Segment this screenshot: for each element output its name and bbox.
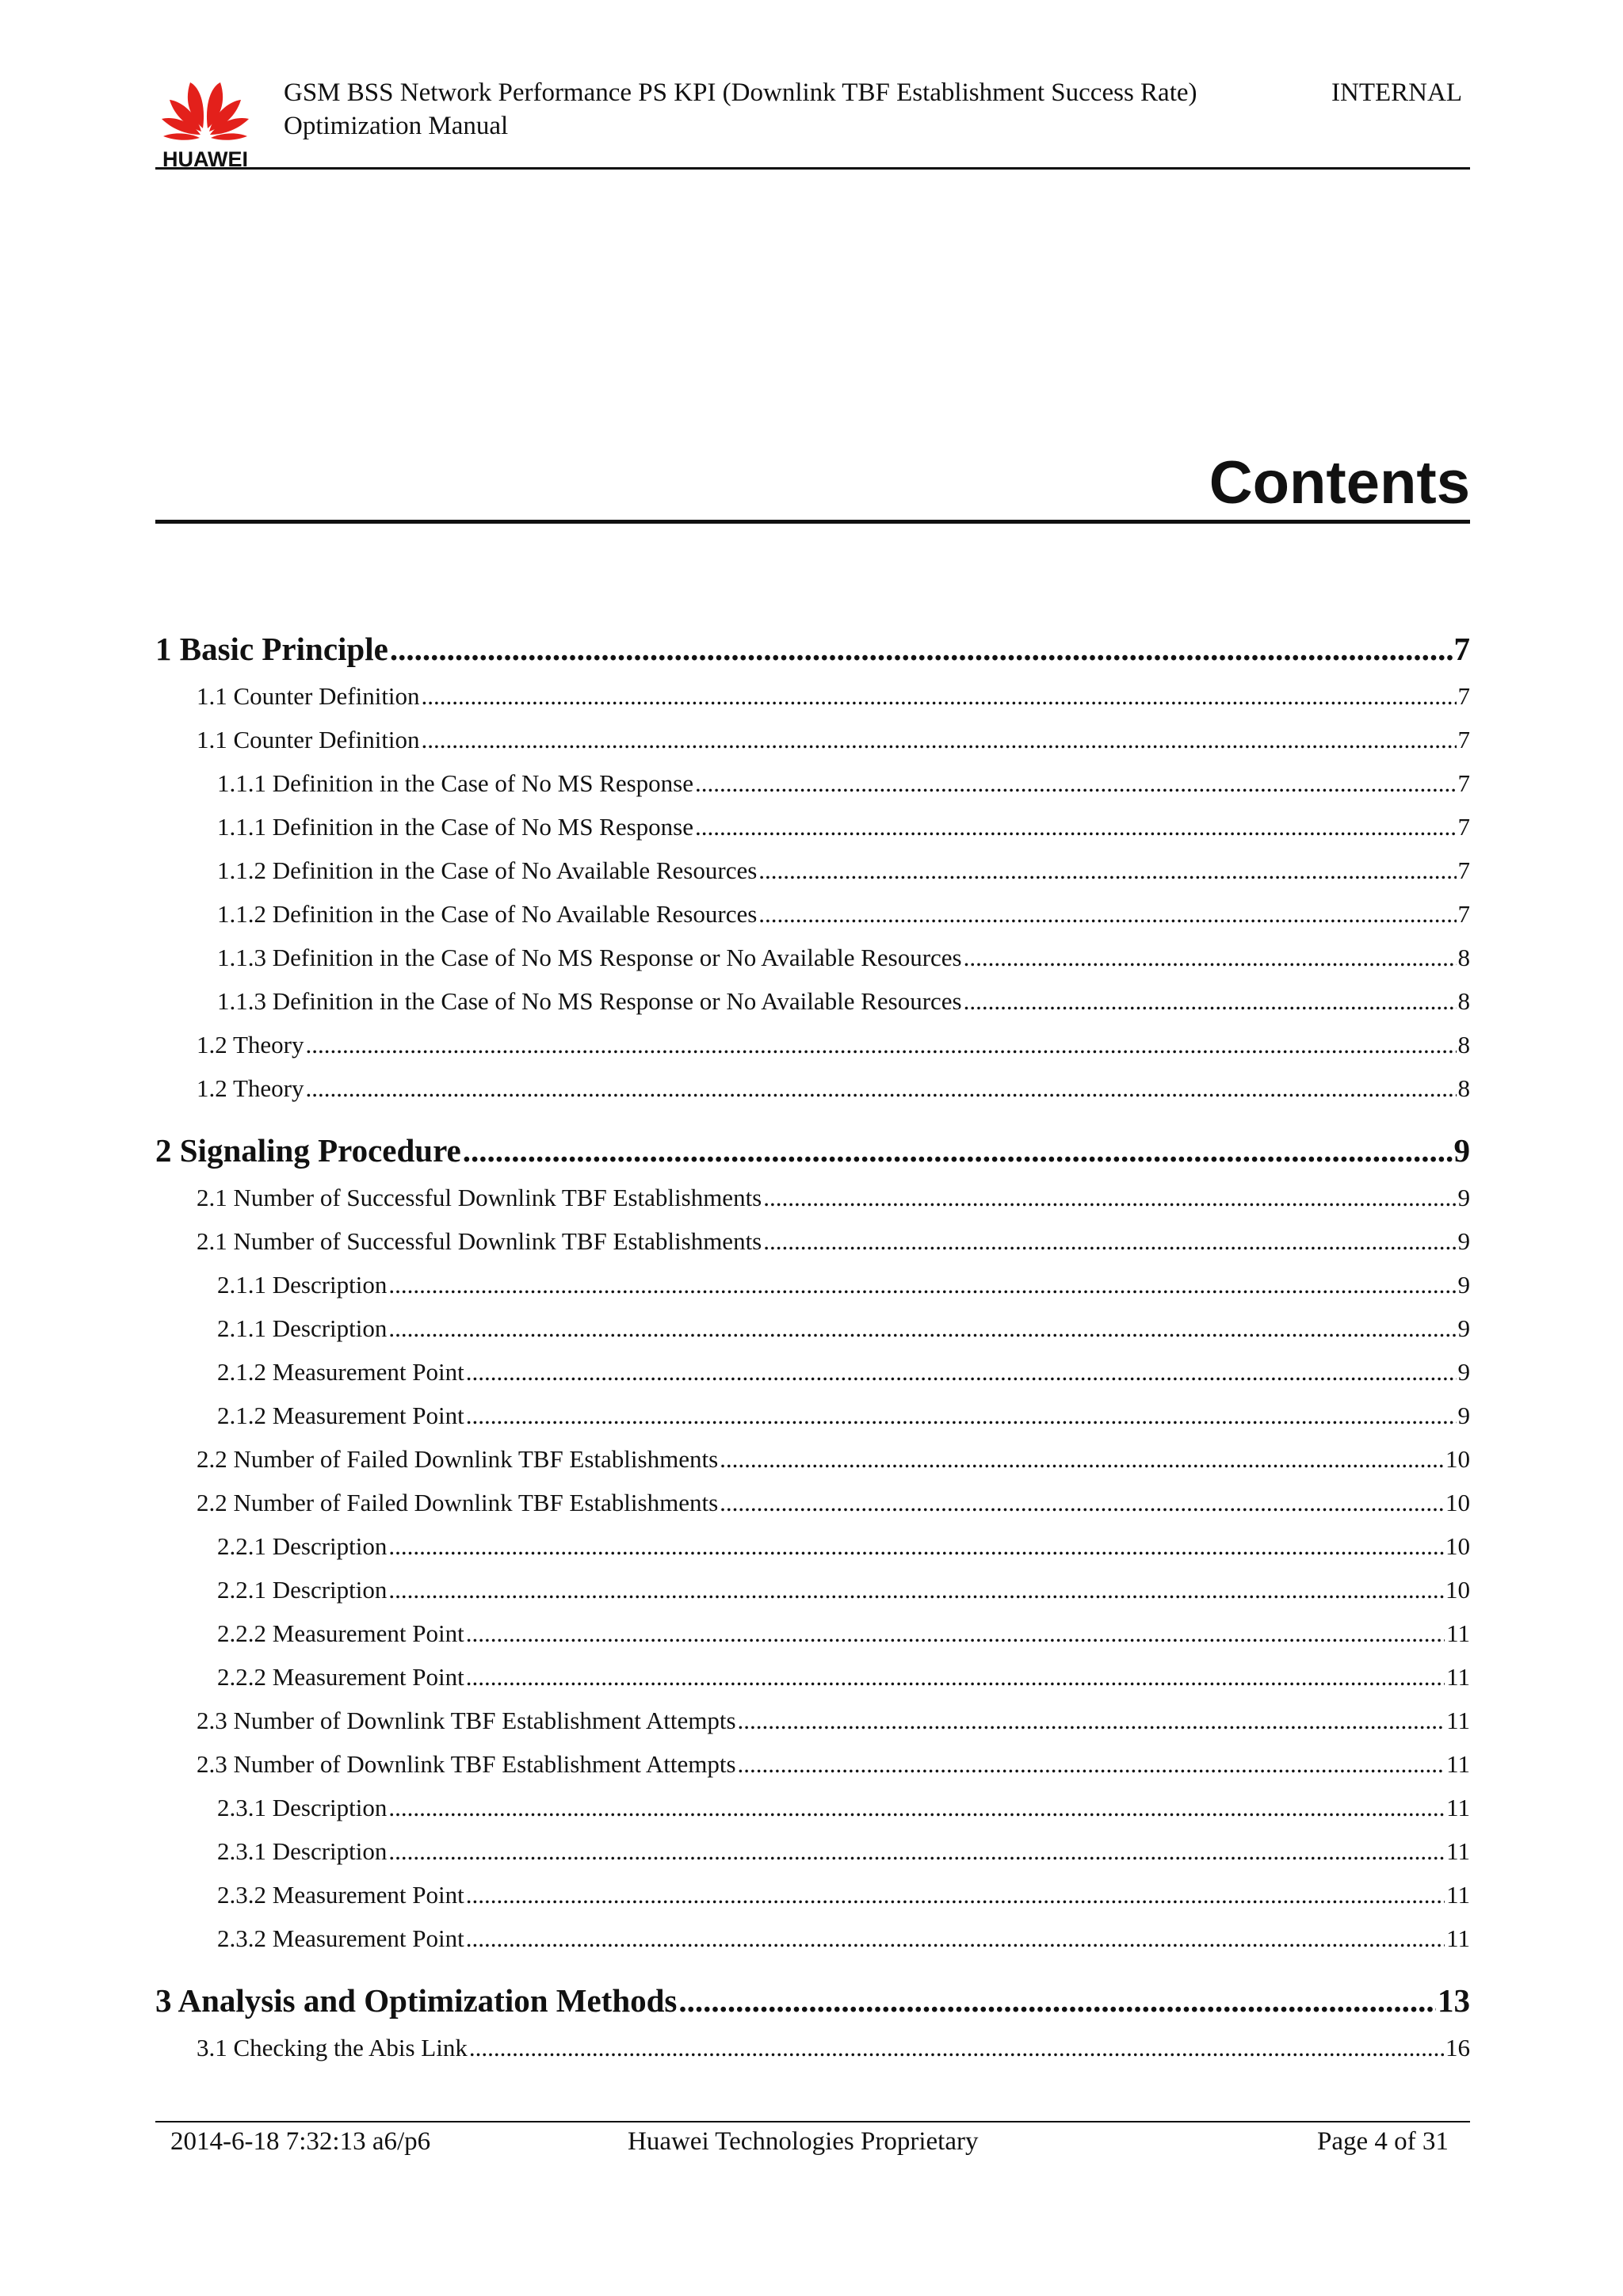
toc-leader-dots — [388, 1524, 1444, 1568]
toc-leader-dots — [466, 1655, 1445, 1699]
toc-entry-title: 2.2.2 Measurement Point — [217, 1619, 464, 1647]
toc-leader-dots — [466, 1917, 1445, 1960]
toc-leader-dots — [388, 1568, 1444, 1611]
toc-entry-page: 10 — [1445, 1532, 1470, 1560]
toc-entry[interactable] — [155, 979, 1470, 1023]
toc-entry[interactable] — [155, 1655, 1470, 1699]
toc-leader-dots — [390, 624, 1453, 674]
toc-entry[interactable] — [155, 1023, 1470, 1066]
toc-entry-title: 1.2 Theory — [197, 1074, 304, 1102]
toc-entry-page: 7 — [1457, 682, 1470, 710]
toc-entry[interactable] — [155, 1524, 1470, 1568]
toc-leader-dots — [466, 1350, 1457, 1394]
toc-entry-page: 7 — [1457, 813, 1470, 841]
document-title-line-2: Optimization Manual — [284, 112, 509, 140]
toc-entry[interactable] — [155, 718, 1470, 761]
footer-proprietary-notice: Huawei Technologies Proprietary — [628, 2127, 979, 2156]
footer-page-number: Page 4 of 31 — [1317, 2127, 1449, 2156]
toc-entry[interactable] — [155, 1066, 1470, 1110]
toc-leader-dots — [466, 1394, 1457, 1437]
toc-entry-page: 11 — [1446, 1750, 1470, 1778]
toc-leader-dots — [305, 1066, 1456, 1110]
toc-entry-page: 8 — [1457, 1074, 1470, 1102]
toc-entry[interactable] — [155, 1829, 1470, 1873]
toc-entry[interactable] — [155, 1611, 1470, 1655]
toc-entry-page: 11 — [1446, 1881, 1470, 1909]
toc-leader-dots — [422, 718, 1457, 761]
toc-entry[interactable] — [155, 1306, 1470, 1350]
toc-entry-title: 2.2 Number of Failed Downlink TBF Establishments — [197, 1489, 719, 1516]
toc-entry-title: 3.1 Checking the Abis Link — [197, 2034, 468, 2061]
toc-entry-page: 9 — [1457, 1358, 1470, 1386]
toc-entry[interactable] — [155, 1742, 1470, 1786]
toc-entry[interactable] — [155, 1126, 1470, 1176]
toc-entry-title: 2.1.2 Measurement Point — [217, 1402, 464, 1429]
toc-entry[interactable] — [155, 936, 1470, 979]
toc-entry-title: 2.3 Number of Downlink TBF Establishment Attempts — [197, 1707, 736, 1734]
toc-leader-dots — [695, 805, 1456, 849]
toc-leader-dots — [758, 849, 1456, 892]
toc-leader-dots — [763, 1219, 1456, 1263]
toc-entry[interactable] — [155, 1976, 1470, 2026]
toc-entry-page: 7 — [1457, 726, 1470, 753]
toc-leader-dots — [964, 979, 1457, 1023]
toc-entry-title: 2.2.1 Description — [217, 1532, 388, 1560]
toc-leader-dots — [388, 1306, 1456, 1350]
toc-entry-title: 2.1.1 Description — [217, 1271, 388, 1299]
toc-leader-dots — [422, 674, 1457, 718]
toc-entry[interactable] — [155, 1786, 1470, 1829]
toc-entry-page: 11 — [1446, 1794, 1470, 1821]
toc-leader-dots — [720, 1481, 1444, 1524]
toc-leader-dots — [964, 936, 1457, 979]
logo-wordmark: HUAWEI — [162, 147, 248, 170]
toc-entry-title: 2.3.1 Description — [217, 1794, 388, 1821]
toc-leader-dots — [738, 1699, 1445, 1742]
toc-entry-page: 9 — [1457, 1271, 1470, 1299]
toc-leader-dots — [466, 1611, 1445, 1655]
toc-entry-title: 1.1.2 Definition in the Case of No Available Resources — [217, 856, 758, 884]
toc-entry-page: 16 — [1445, 2034, 1470, 2061]
toc-entry[interactable] — [155, 1350, 1470, 1394]
toc-entry-title: 2 Signaling Procedure — [155, 1132, 461, 1169]
toc-entry[interactable] — [155, 1568, 1470, 1611]
toc-entry[interactable] — [155, 892, 1470, 936]
toc-entry[interactable] — [155, 1219, 1470, 1263]
toc-entry[interactable] — [155, 624, 1470, 674]
classification-label: INTERNAL — [1331, 78, 1462, 107]
toc-entry-title: 1.2 Theory — [197, 1031, 304, 1058]
toc-entry-page: 7 — [1457, 769, 1470, 797]
document-title — [284, 76, 1235, 143]
toc-entry[interactable] — [155, 849, 1470, 892]
toc-leader-dots — [720, 1437, 1444, 1481]
toc-leader-dots — [469, 2026, 1444, 2069]
toc-leader-dots — [466, 1873, 1445, 1917]
toc-leader-dots — [388, 1263, 1456, 1306]
toc-entry-title: 1.1.2 Definition in the Case of No Available Resources — [217, 900, 758, 928]
toc-leader-dots — [678, 1976, 1436, 2026]
toc-entry[interactable] — [155, 1176, 1470, 1219]
toc-entry-page: 7 — [1457, 900, 1470, 928]
toc-entry[interactable] — [155, 1394, 1470, 1437]
toc-entry[interactable] — [155, 674, 1470, 718]
toc-entry-title: 1.1.3 Definition in the Case of No MS Response or No Available Resources — [217, 944, 962, 971]
toc-entry-page: 8 — [1457, 944, 1470, 971]
toc-entry-title: 1.1 Counter Definition — [197, 682, 420, 710]
toc-entry-page: 9 — [1457, 1402, 1470, 1429]
toc-entry[interactable] — [155, 1263, 1470, 1306]
toc-entry-title: 3 Analysis and Optimization Methods — [155, 1982, 678, 2019]
toc-entry-page: 8 — [1457, 987, 1470, 1015]
toc-entry-title: 2.3.2 Measurement Point — [217, 1924, 464, 1952]
toc-entry-title: 1.1 Counter Definition — [197, 726, 420, 753]
toc-entry[interactable] — [155, 1873, 1470, 1917]
toc-entry-title: 1.1.1 Definition in the Case of No MS Response — [217, 813, 694, 841]
toc-entry[interactable] — [155, 2026, 1470, 2069]
document-title-line-1: GSM BSS Network Performance PS KPI (Downlink TBF Establishment Success Rate) — [284, 78, 1197, 107]
toc-entry-title: 2.1 Number of Successful Downlink TBF Establishments — [197, 1184, 762, 1211]
toc-entry-title: 2.3.2 Measurement Point — [217, 1881, 464, 1909]
footer-divider — [155, 2121, 1470, 2122]
huawei-logo — [155, 71, 255, 170]
toc-entry-title: 2.1 Number of Successful Downlink TBF Establishments — [197, 1227, 762, 1255]
toc-entry-page: 8 — [1457, 1031, 1470, 1058]
toc-entry-page: 11 — [1446, 1619, 1470, 1647]
toc-entry-page: 11 — [1446, 1837, 1470, 1865]
contents-heading: Contents — [1209, 449, 1470, 517]
toc-entry-title: 2.1.1 Description — [217, 1314, 388, 1342]
toc-entry-title: 2.2 Number of Failed Downlink TBF Establishments — [197, 1445, 719, 1473]
toc-entry-page: 13 — [1438, 1982, 1470, 2019]
page-header — [155, 71, 1470, 170]
toc-entry-title: 2.2.2 Measurement Point — [217, 1663, 464, 1691]
contents-divider — [155, 520, 1470, 524]
toc-leader-dots — [305, 1023, 1456, 1066]
toc-entry-page: 11 — [1446, 1707, 1470, 1734]
toc-entry-title: 2.2.1 Description — [217, 1576, 388, 1604]
toc-leader-dots — [758, 892, 1456, 936]
toc-leader-dots — [388, 1786, 1445, 1829]
toc-entry-page: 10 — [1445, 1445, 1470, 1473]
toc-entry-title: 1.1.3 Definition in the Case of No MS Response or No Available Resources — [217, 987, 962, 1015]
toc-entry[interactable] — [155, 1699, 1470, 1742]
toc-entry-page: 11 — [1446, 1663, 1470, 1691]
toc-entry-title: 2.3 Number of Downlink TBF Establishment Attempts — [197, 1750, 736, 1778]
toc-entry[interactable] — [155, 761, 1470, 805]
toc-entry-page: 11 — [1446, 1924, 1470, 1952]
toc-leader-dots — [695, 761, 1456, 805]
toc-entry[interactable] — [155, 805, 1470, 849]
footer-timestamp: 2014-6-18 7:32:13 a6/p6 — [170, 2127, 431, 2156]
toc-entry[interactable] — [155, 1917, 1470, 1960]
toc-entry-page: 9 — [1457, 1227, 1470, 1255]
header-divider — [155, 167, 1470, 170]
toc-entry-page: 10 — [1445, 1576, 1470, 1604]
toc-entry-page: 10 — [1445, 1489, 1470, 1516]
toc-entry-title: 1 Basic Principle — [155, 631, 388, 667]
toc-entry-page: 7 — [1453, 631, 1470, 667]
toc-entry[interactable] — [155, 1481, 1470, 1524]
table-of-contents — [155, 624, 1470, 2069]
toc-leader-dots — [388, 1829, 1445, 1873]
toc-leader-dots — [738, 1742, 1445, 1786]
toc-entry-title: 1.1.1 Definition in the Case of No MS Response — [217, 769, 694, 797]
toc-entry-page: 9 — [1457, 1314, 1470, 1342]
toc-entry-title: 2.1.2 Measurement Point — [217, 1358, 464, 1386]
toc-leader-dots — [463, 1126, 1453, 1176]
toc-entry-page: 7 — [1457, 856, 1470, 884]
toc-entry-title: 2.3.1 Description — [217, 1837, 388, 1865]
toc-leader-dots — [763, 1176, 1456, 1219]
toc-entry-page: 9 — [1457, 1184, 1470, 1211]
toc-entry-page: 9 — [1453, 1132, 1470, 1169]
toc-entry[interactable] — [155, 1437, 1470, 1481]
